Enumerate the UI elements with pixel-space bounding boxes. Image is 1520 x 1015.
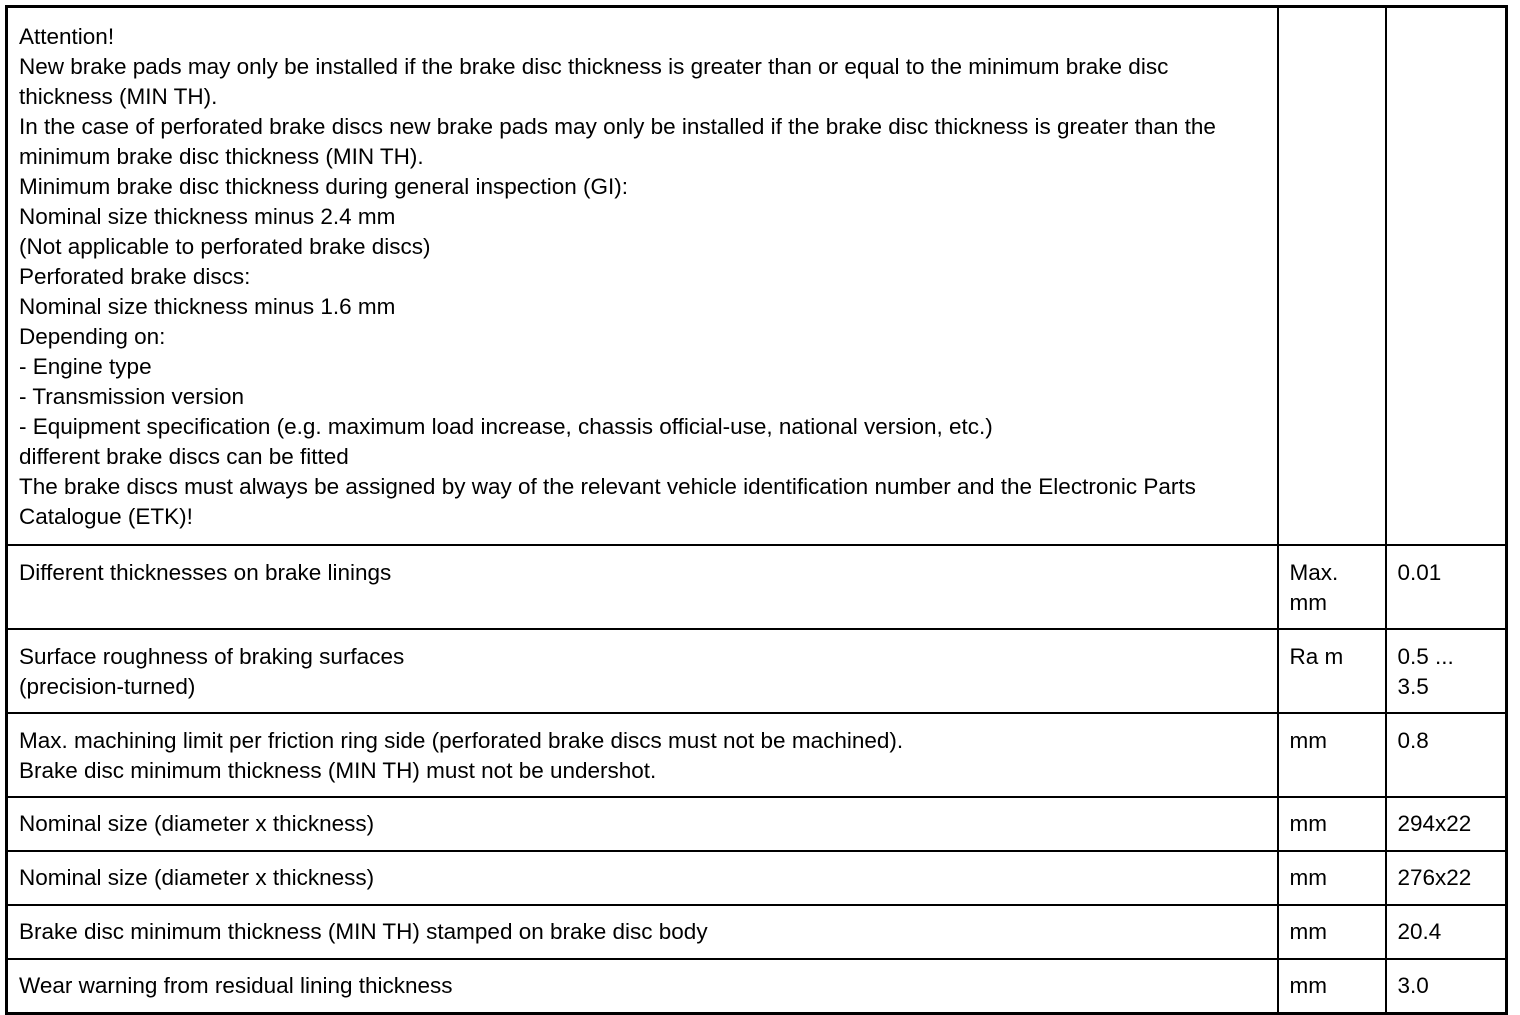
unit-cell [1278,905,1386,959]
value-text: 294x22 [1397,811,1472,836]
unit-text: mm [1289,973,1327,998]
unit-text: mm [1289,865,1327,890]
value-cell [1386,851,1507,905]
unit-cell [1278,851,1386,905]
notes-line: Depending on: [19,324,166,349]
table-row [7,629,1507,713]
value-cell [1386,797,1507,851]
table-row [7,713,1507,797]
notes-line: (Not applicable to perforated brake discs) [19,234,431,259]
notes-line: Nominal size thickness minus 1.6 mm [19,294,396,319]
value-text: 3.0 [1397,973,1429,998]
unit-text: mm [1289,811,1327,836]
description-text: Nominal size (diameter x thickness) [19,811,375,836]
description-cell [7,629,1278,713]
value-text: 0.8 [1397,728,1429,753]
notes-line: Minimum brake disc thickness during general inspection (GI): [19,174,629,199]
description-cell [7,851,1278,905]
table-row [7,851,1507,905]
unit-text: mm [1289,590,1327,615]
notes-line: - Transmission version [19,384,245,409]
value-cell [1386,629,1507,713]
table-row [7,905,1507,959]
unit-text: Max. [1289,560,1339,585]
description-text: (precision-turned) [19,674,196,699]
table-row [7,797,1507,851]
description-text: Surface roughness of braking surfaces [19,644,405,669]
brake-spec-table [5,5,1508,1015]
notes-line: Perforated brake discs: [19,264,251,289]
description-text: Brake disc minimum thickness (MIN TH) stamped on brake disc body [19,919,708,944]
description-cell [7,713,1278,797]
description-text: Nominal size (diameter x thickness) [19,865,375,890]
description-cell [7,797,1278,851]
description-cell [7,905,1278,959]
value-text: 20.4 [1397,919,1442,944]
notes-unit-cell [1278,7,1386,546]
notes-value-cell [1386,7,1507,546]
notes-line: Nominal size thickness minus 2.4 mm [19,204,396,229]
unit-text: mm [1289,728,1327,753]
unit-text: mm [1289,919,1327,944]
description-text: Wear warning from residual lining thickness [19,973,453,998]
notes-line: Attention! [19,24,115,49]
table-row [7,545,1507,629]
description-cell [7,545,1278,629]
unit-text: Ra m [1289,644,1344,669]
value-text: 3.5 [1397,674,1429,699]
notes-line: In the case of perforated brake discs new brake pads may only be installed if the brake disc thickness is greater than the minimum brake disc thickness (MIN TH). [19,114,1216,169]
notes-line: - Equipment specification (e.g. maximum load increase, chassis official-use, national version, etc.) [19,414,993,439]
value-cell [1386,713,1507,797]
notes-cell [7,7,1278,546]
notes-line: different brake discs can be fitted [19,444,349,469]
table-row [7,959,1507,1014]
notes-row [7,7,1507,546]
notes-line: - Engine type [19,354,152,379]
value-text: 0.5 ... [1397,644,1454,669]
value-text: 276x22 [1397,865,1472,890]
description-cell [7,959,1278,1014]
unit-cell [1278,713,1386,797]
unit-cell [1278,545,1386,629]
unit-cell [1278,959,1386,1014]
description-text: Brake disc minimum thickness (MIN TH) must not be undershot. [19,758,657,783]
description-text: Different thicknesses on brake linings [19,560,392,585]
notes-line: The brake discs must always be assigned by way of the relevant vehicle identification number and the Electronic Parts Catalogue (ETK)! [19,474,1196,529]
notes-line: New brake pads may only be installed if the brake disc thickness is greater than or equal to the minimum brake disc thickness (MIN TH). [19,54,1169,109]
value-cell [1386,905,1507,959]
unit-cell [1278,797,1386,851]
description-text: Max. machining limit per friction ring side (perforated brake discs must not be machined). [19,728,904,753]
value-cell [1386,545,1507,629]
value-text: 0.01 [1397,560,1442,585]
unit-cell [1278,629,1386,713]
value-cell [1386,959,1507,1014]
